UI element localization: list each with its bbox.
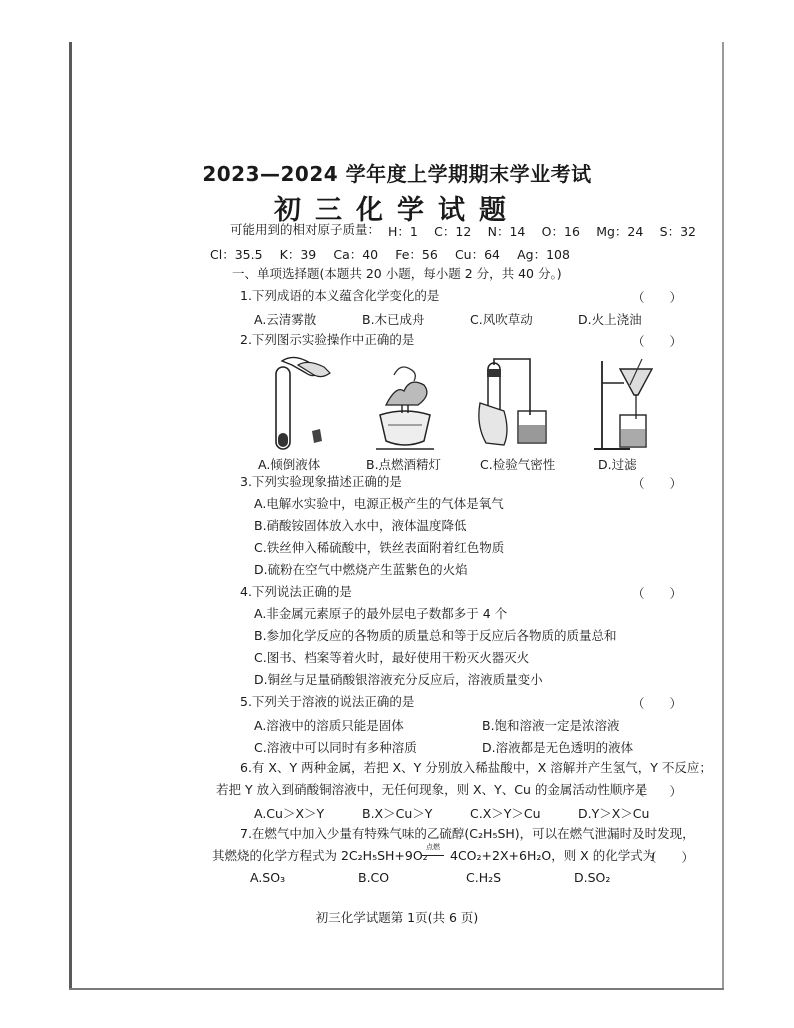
atomic-mass-item: H：1 <box>388 224 418 239</box>
question-7-stem-line-2: 其燃烧的化学方程式为 2C₂H₅SH+9O₂ <box>212 848 428 863</box>
reaction-condition: 点燃 <box>426 843 440 851</box>
option-a: A.云清雾散 <box>254 312 317 327</box>
page-edge-bottom <box>69 988 724 990</box>
answer-bracket: （ ） <box>632 334 683 349</box>
option-d: D.溶液都是无色透明的液体 <box>482 740 634 755</box>
figure-caption-a: A.倾倒液体 <box>258 457 321 472</box>
option-b: B.X＞Cu＞Y <box>362 806 433 821</box>
exam-title: 2023—2024 学年度上学期期末学业考试 <box>202 162 592 186</box>
pouring-liquid-figure <box>262 355 342 455</box>
atomic-mass-item: K：39 <box>279 247 317 262</box>
atomic-mass-row-2 <box>210 245 570 263</box>
atomic-mass-item: Ag：108 <box>517 247 570 262</box>
atomic-mass-label: 可能用到的相对原子质量： <box>230 222 381 237</box>
option-b: B.木已成舟 <box>362 312 425 327</box>
question-7-options <box>250 870 682 885</box>
option-a: A.SO₃ <box>250 870 286 885</box>
option-d: D.铜丝与足量硝酸银溶液充分反应后，溶液质量变小 <box>254 672 543 687</box>
figure-caption-d: D.过滤 <box>598 457 637 472</box>
atomic-mass-item: Cl：35.5 <box>210 247 263 262</box>
atomic-mass-item: O：16 <box>541 224 580 239</box>
section-heading: 一、单项选择题(本题共 20 小题，每小题 2 分，共 40 分。) <box>232 266 562 281</box>
answer-bracket: （ ） <box>644 850 695 865</box>
option-b: B.饱和溶液一定是浓溶液 <box>482 718 620 733</box>
atomic-mass-item: Cu：64 <box>454 247 500 262</box>
reaction-arrow <box>422 855 444 856</box>
question-2-stem: 2.下列图示实验操作中正确的是 <box>240 332 415 347</box>
option-c: C.H₂S <box>466 870 502 885</box>
option-d: D.火上浇油 <box>578 312 642 327</box>
filtration-figure <box>590 355 660 455</box>
option-a: A.非金属元素原子的最外层电子数都多于 4 个 <box>254 606 508 621</box>
atomic-mass-item: S：32 <box>659 224 696 239</box>
question-6-stem-line-1: 6.有 X、Y 两种金属，若把 X、Y 分别放入稀盐酸中，X 溶解并产生氢气，Y 不反应； <box>240 760 712 775</box>
answer-bracket: （ ） <box>632 476 683 491</box>
question-5-options-row-1 <box>254 716 710 734</box>
answer-bracket: （ ） <box>632 586 683 601</box>
answer-bracket: （ ） <box>632 696 683 711</box>
atomic-mass-row-1 <box>388 222 696 240</box>
page-footer: 初三化学试题第 1页(共 6 页) <box>315 910 479 925</box>
option-c: C.溶液中可以同时有多种溶质 <box>254 740 417 755</box>
atomic-mass-item: C：12 <box>434 224 472 239</box>
option-b: B.参加化学反应的各物质的质量总和等于反应后各物质的质量总和 <box>254 628 617 643</box>
option-c: C.图书、档案等着火时，最好使用干粉灭火器灭火 <box>254 650 530 665</box>
lighting-alcohol-lamp-figure <box>366 355 444 455</box>
answer-bracket: （ ） <box>632 290 683 305</box>
question-5-options-row-2 <box>254 738 710 756</box>
question-4-stem: 4.下列说法正确的是 <box>240 584 352 599</box>
option-c: C.铁丝伸入稀硫酸中，铁丝表面附着红色物质 <box>254 540 505 555</box>
atomic-mass-item: N：14 <box>487 224 526 239</box>
question-3-stem: 3.下列实验现象描述正确的是 <box>240 474 402 489</box>
question-6-stem-line-2: 若把 Y 放入到硝酸铜溶液中，无任何现象，则 X、Y、Cu 的金属活动性顺序是 <box>216 782 648 797</box>
atomic-mass-item: Ca：40 <box>333 247 379 262</box>
question-1-stem: 1.下列成语的本义蕴含化学变化的是 <box>240 288 440 303</box>
figure-caption-b: B.点燃酒精灯 <box>366 457 442 472</box>
answer-bracket: （ ） <box>632 784 683 799</box>
question-7-stem-line-2b: 4CO₂+2X+6H₂O，则 X 的化学式为 <box>450 848 656 863</box>
airtightness-check-figure <box>470 355 556 455</box>
option-d: D.硫粉在空气中燃烧产生蓝紫色的火焰 <box>254 562 468 577</box>
option-a: A.溶液中的溶质只能是固体 <box>254 718 404 733</box>
option-c: C.X＞Y＞Cu <box>470 806 541 821</box>
atomic-mass-item: Fe：56 <box>395 247 438 262</box>
option-a: A.Cu＞X＞Y <box>254 806 325 821</box>
figure-caption-c: C.检验气密性 <box>480 457 556 472</box>
option-c: C.风吹草动 <box>470 312 533 327</box>
question-6-options <box>254 804 686 822</box>
option-a: A.电解水实验中，电源正极产生的气体是氧气 <box>254 496 504 511</box>
question-5-stem: 5.下列关于溶液的说法正确的是 <box>240 694 415 709</box>
option-d: D.SO₂ <box>574 870 611 885</box>
option-b: B.硝酸铵固体放入水中，液体温度降低 <box>254 518 467 533</box>
atomic-mass-item: Mg：24 <box>596 224 644 239</box>
option-d: D.Y＞X＞Cu <box>578 806 650 821</box>
option-b: B.CO <box>358 870 390 885</box>
question-7-stem-line-1: 7.在燃气中加入少量有特殊气味的乙硫醇(C₂H₅SH)，可以在燃气泄漏时及时发现， <box>240 826 695 841</box>
question-1-options <box>254 310 686 328</box>
exam-subtitle: 初三化学试题 <box>274 195 520 226</box>
